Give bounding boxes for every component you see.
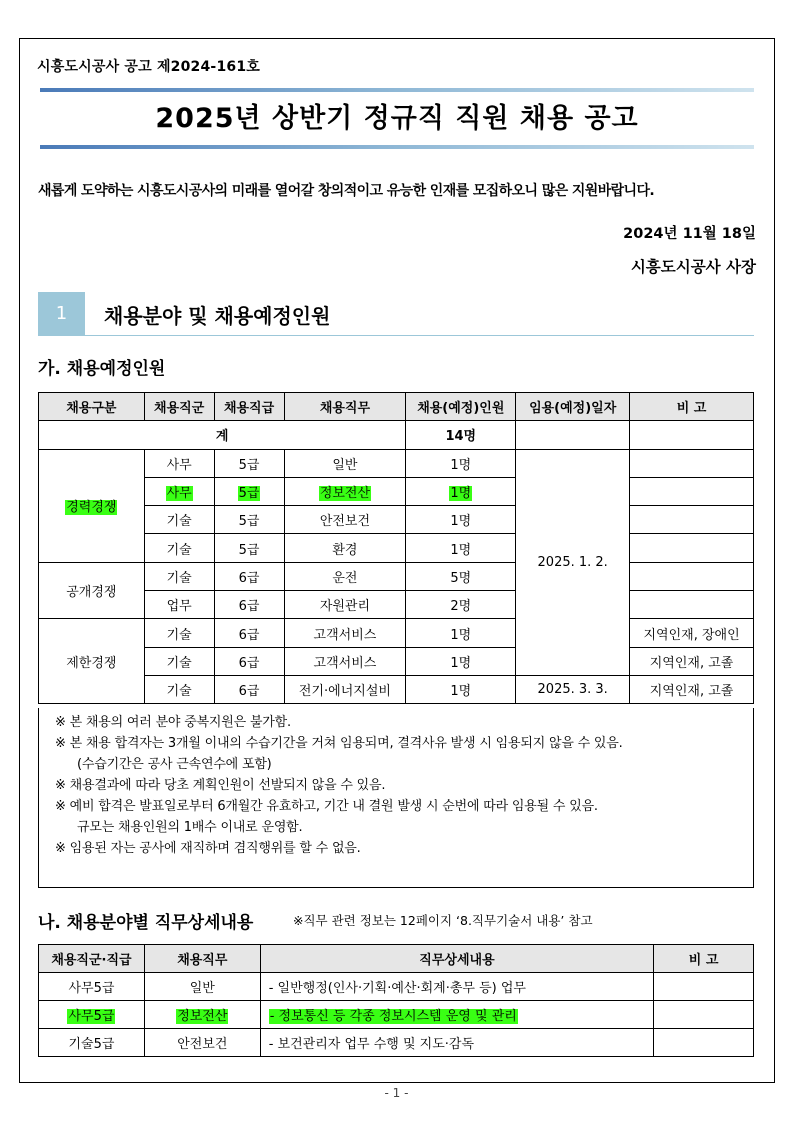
section-divider: [38, 335, 754, 336]
header-cell: 비 고: [654, 945, 754, 973]
table-cell: [630, 506, 754, 534]
note-line: ※ 채용결과에 따라 당초 계획인원이 선발되지 않을 수 있음.: [55, 778, 386, 793]
table-cell: 5명: [406, 562, 516, 590]
table-cell: 전기·에너지설비: [284, 675, 406, 703]
subsection-a-title: 가. 채용예정인원: [38, 359, 166, 379]
table-cell: 사무5급: [39, 973, 145, 1001]
table-row: [39, 675, 754, 703]
table-cell: 기술: [144, 675, 214, 703]
table-cell: 업무: [144, 591, 214, 619]
table-cell: 일반: [284, 449, 406, 477]
table-cell: 환경: [284, 534, 406, 562]
page-title: 2025년 상반기 정규직 직원 채용 공고: [155, 103, 639, 134]
note-line: (수습기간은 공사 근속연수에 포함): [77, 757, 272, 772]
table-cell: 6급: [214, 647, 284, 675]
table-cell: 6급: [214, 619, 284, 647]
section-number: 1: [38, 292, 85, 335]
table-cell: [630, 421, 754, 449]
intro-text: 새롭게 도약하는 시흥도시공사의 미래를 열어갈 창의적이고 유능한 인재를 모집하오니 많은 지원바랍니다.: [38, 183, 655, 199]
total-label: 계: [39, 421, 406, 449]
table-cell: 1명: [406, 675, 516, 703]
table-cell: 5급: [214, 534, 284, 562]
table-row: [39, 973, 754, 1001]
table-row: [39, 506, 754, 534]
note-line: ※ 예비 합격은 발표일로부터 6개월간 유효하고, 기간 내 결원 발생 시 순번에 따라 임용될 수 있음.: [55, 799, 598, 814]
table-cell: 자원관리: [284, 591, 406, 619]
header-cell: 채용직무: [284, 393, 406, 421]
title-bar-top: [40, 88, 754, 92]
table-row: [39, 1029, 754, 1057]
table-cell: 6급: [214, 562, 284, 590]
notice-number: 시흥도시공사 공고 제2024-161호: [37, 59, 260, 75]
table-cell: [630, 562, 754, 590]
group-restricted: 제한경쟁: [39, 619, 145, 704]
table-cell: 6급: [214, 675, 284, 703]
table-cell: [654, 973, 754, 1001]
table-cell: [630, 591, 754, 619]
table-cell: [630, 534, 754, 562]
table-cell: [144, 477, 214, 505]
table-cell: 기술: [144, 506, 214, 534]
table-cell: 지역인재, 고졸: [630, 647, 754, 675]
table-cell: 지역인재, 고졸: [630, 675, 754, 703]
table-cell: [260, 1001, 654, 1029]
section-title: 채용분야 및 채용예정인원: [104, 304, 331, 328]
group-career-label: 경력경쟁: [66, 500, 117, 516]
table-cell: 일반: [144, 973, 260, 1001]
total-row: [39, 421, 754, 449]
recruitment-count-table: [38, 392, 754, 704]
table-cell: [654, 1001, 754, 1029]
appointment-date-main: 2025. 1. 2.: [516, 449, 630, 675]
note-line: ※ 본 채용의 여러 분야 중복지원은 불가함.: [55, 715, 291, 730]
table-cell: - 일반행정(인사·기획·예산·회계·총무 등) 업무: [260, 973, 654, 1001]
group-career: [39, 449, 145, 562]
table-cell: [516, 421, 630, 449]
table-cell: 5급: [214, 506, 284, 534]
header-cell: 직무상세내용: [260, 945, 654, 973]
table-cell: 고객서비스: [284, 647, 406, 675]
header-cell: 채용직군·직급: [39, 945, 145, 973]
page-number: - 1 -: [384, 1086, 409, 1100]
header-cell: 채용직군: [144, 393, 214, 421]
table-row: [39, 449, 754, 477]
issuer: 시흥도시공사 사장: [630, 258, 756, 276]
subsection-b-note: ※직무 관련 정보는 12페이지 ‘8.직무기술서 내용’ 참고: [293, 913, 593, 928]
table-cell: 1명: [406, 619, 516, 647]
table-cell: [214, 477, 284, 505]
header-cell: 비 고: [630, 393, 754, 421]
highlighted-text: 정보전산: [177, 1009, 228, 1024]
table-cell: 6급: [214, 591, 284, 619]
notes-box: [38, 708, 754, 888]
table-cell: 기술: [144, 647, 214, 675]
table-cell: 기술: [144, 619, 214, 647]
table-row: [39, 647, 754, 675]
table-cell: [630, 477, 754, 505]
table-cell: 기술: [144, 562, 214, 590]
notice-date: 2024년 11월 18일: [623, 226, 756, 242]
table-cell: 1명: [406, 647, 516, 675]
table-cell: 5급: [214, 449, 284, 477]
table-cell: 2명: [406, 591, 516, 619]
table-cell: 기술5급: [39, 1029, 145, 1057]
table-cell: [406, 477, 516, 505]
note-line: ※ 본 채용 합격자는 3개월 이내의 수습기간을 거쳐 임용되며, 결격사유 발생 시 임용되지 않을 수 있음.: [55, 736, 623, 751]
group-open: 공개경쟁: [39, 562, 145, 619]
header-cell: 채용(예정)인원: [406, 393, 516, 421]
table-cell: 1명: [406, 534, 516, 562]
job-detail-table: [38, 944, 754, 1057]
table-header-row: [39, 945, 754, 973]
table-row: [39, 619, 754, 647]
table-header-row: [39, 393, 754, 421]
highlighted-text: 1명: [450, 486, 472, 502]
note-line: 규모는 채용인원의 1배수 이내로 운영함.: [77, 820, 303, 835]
table-row: [39, 534, 754, 562]
header-cell: 채용직무: [144, 945, 260, 973]
table-cell: 운전: [284, 562, 406, 590]
table-cell: [654, 1029, 754, 1057]
highlighted-text: 5급: [238, 486, 260, 502]
table-row: [39, 591, 754, 619]
table-cell: 1명: [406, 506, 516, 534]
table-cell: 사무: [144, 449, 214, 477]
table-cell: 기술: [144, 534, 214, 562]
table-row: [39, 562, 754, 590]
header-cell: 임용(예정)일자: [516, 393, 630, 421]
appointment-date-last: 2025. 3. 3.: [516, 675, 630, 703]
subsection-b-title: 나. 채용분야별 직무상세내용: [38, 913, 254, 933]
table-cell: - 보건관리자 업무 수행 및 지도·감독: [260, 1029, 654, 1057]
note-line: ※ 임용된 자는 공사에 재직하며 겸직행위를 할 수 없음.: [55, 841, 361, 856]
highlighted-text: - 정보통신 등 각종 정보시스템 운영 및 관리: [269, 1009, 517, 1024]
table-row: [39, 1001, 754, 1029]
table-row: [39, 477, 754, 505]
header-cell: 채용구분: [39, 393, 145, 421]
table-cell: [144, 1001, 260, 1029]
table-cell: 안전보건: [144, 1029, 260, 1057]
table-cell: [39, 1001, 145, 1029]
table-cell: 안전보건: [284, 506, 406, 534]
table-cell: [630, 449, 754, 477]
header-cell: 채용직급: [214, 393, 284, 421]
table-cell: 고객서비스: [284, 619, 406, 647]
highlighted-text: 정보전산: [319, 486, 371, 502]
table-cell: 1명: [406, 449, 516, 477]
title-bar-bottom: [40, 145, 754, 149]
highlighted-text: 사무5급: [68, 1009, 115, 1024]
highlighted-text: 사무: [166, 486, 192, 502]
table-cell: [284, 477, 406, 505]
total-count: 14명: [406, 421, 516, 449]
table-cell: 지역인재, 장애인: [630, 619, 754, 647]
